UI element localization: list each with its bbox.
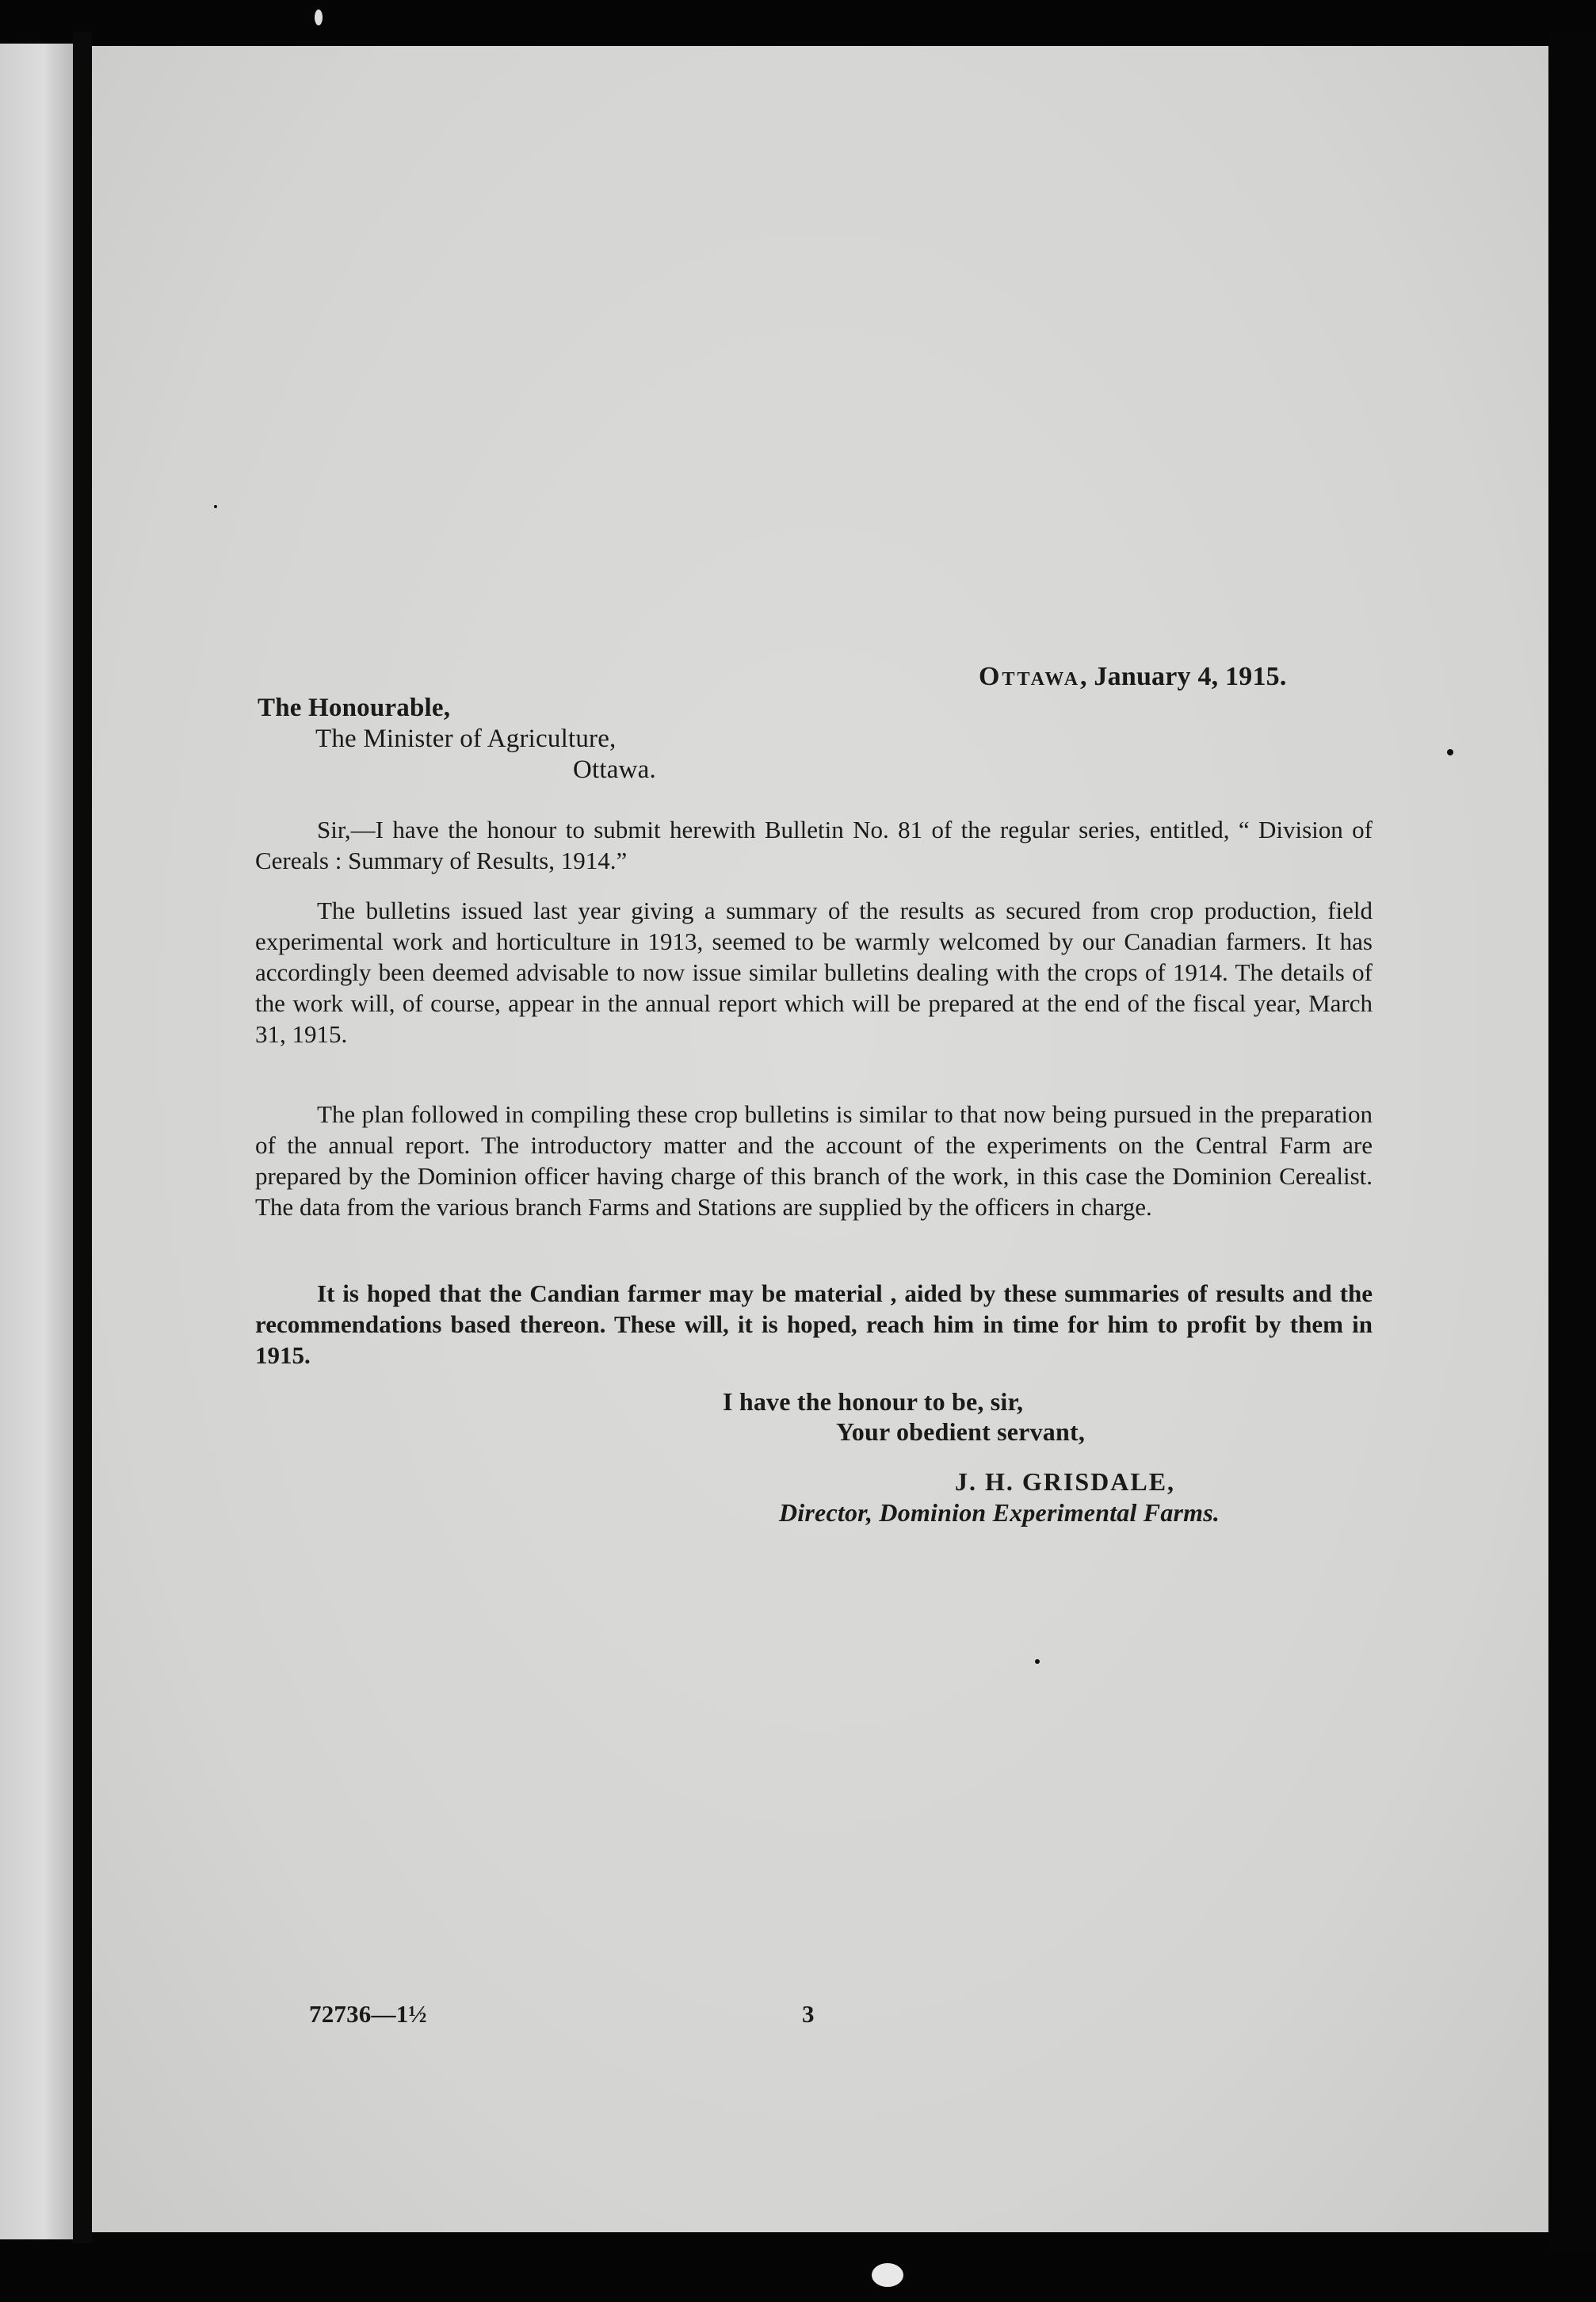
closing-line-1: I have the honour to be, sir, <box>723 1387 1024 1416</box>
body-paragraph-1: Sir,—I have the honour to submit herewith Bulletin No. 81 of the regular series, entitled, “ Division of Cereals : Summary of Results, 1914.” <box>255 816 1373 874</box>
scan-speck <box>872 2263 903 2287</box>
body-paragraph-2: The bulletins issued last year giving a summary of the results as secured from crop production, field experimental work and horticulture in 1913, seemed to be warmly welcomed by our Canadian farmers. It has accordingly been deemed advisable to now issue similar bulletins dealing with the crops of 1914. The details of the work will, of course, appear in the annual report which will be prepared at the end of the fiscal year, March 31, 1915. <box>255 897 1373 1048</box>
closing-line-2: Your obedient servant, <box>836 1417 1086 1446</box>
book-gutter <box>73 32 92 2243</box>
address-line-3: Ottawa. <box>573 755 656 784</box>
body-paragraph-3: The plan followed in compiling these crop bulletins is similar to that now being pursued in the preparation of the annual report. The introductory matter and the account of the experiments on the Central Farm are prepared by the Dominion officer having charge of this branch of the work, in this case the Dominion Cerealist. The data from the various branch Farms and Stations are supplied by the officers in charge. <box>255 1100 1373 1221</box>
scan-speck <box>214 505 217 508</box>
address-line-2: The Minister of Agriculture, <box>315 725 617 753</box>
dateline-date: , January 4, 1915. <box>1080 662 1287 691</box>
address-line-1 <box>258 694 450 723</box>
printer-code: 72736—1½ <box>309 2000 427 2028</box>
dateline <box>979 662 1287 692</box>
scan-speck <box>1447 749 1453 755</box>
body-paragraph-4: It is hoped that the Candian farmer may be material , aided by these summaries of results and the recommendations based thereon. These will, it is hoped, reach him in time for him to profit by them in 1915. <box>255 1279 1373 1369</box>
scan-speck <box>1035 1659 1040 1664</box>
signature-title: Director, Dominion Experimental Farms. <box>779 1498 1220 1527</box>
dateline-place: Ottawa <box>979 662 1081 691</box>
page-number: 3 <box>802 2000 815 2028</box>
adjacent-page-edge <box>0 44 73 2239</box>
scan-speck <box>315 10 323 25</box>
recipient-honorific: The Honourable, <box>258 694 451 722</box>
scan-border <box>1548 32 1596 2251</box>
signature-name: J. H. GRISDALE, <box>955 1467 1176 1496</box>
